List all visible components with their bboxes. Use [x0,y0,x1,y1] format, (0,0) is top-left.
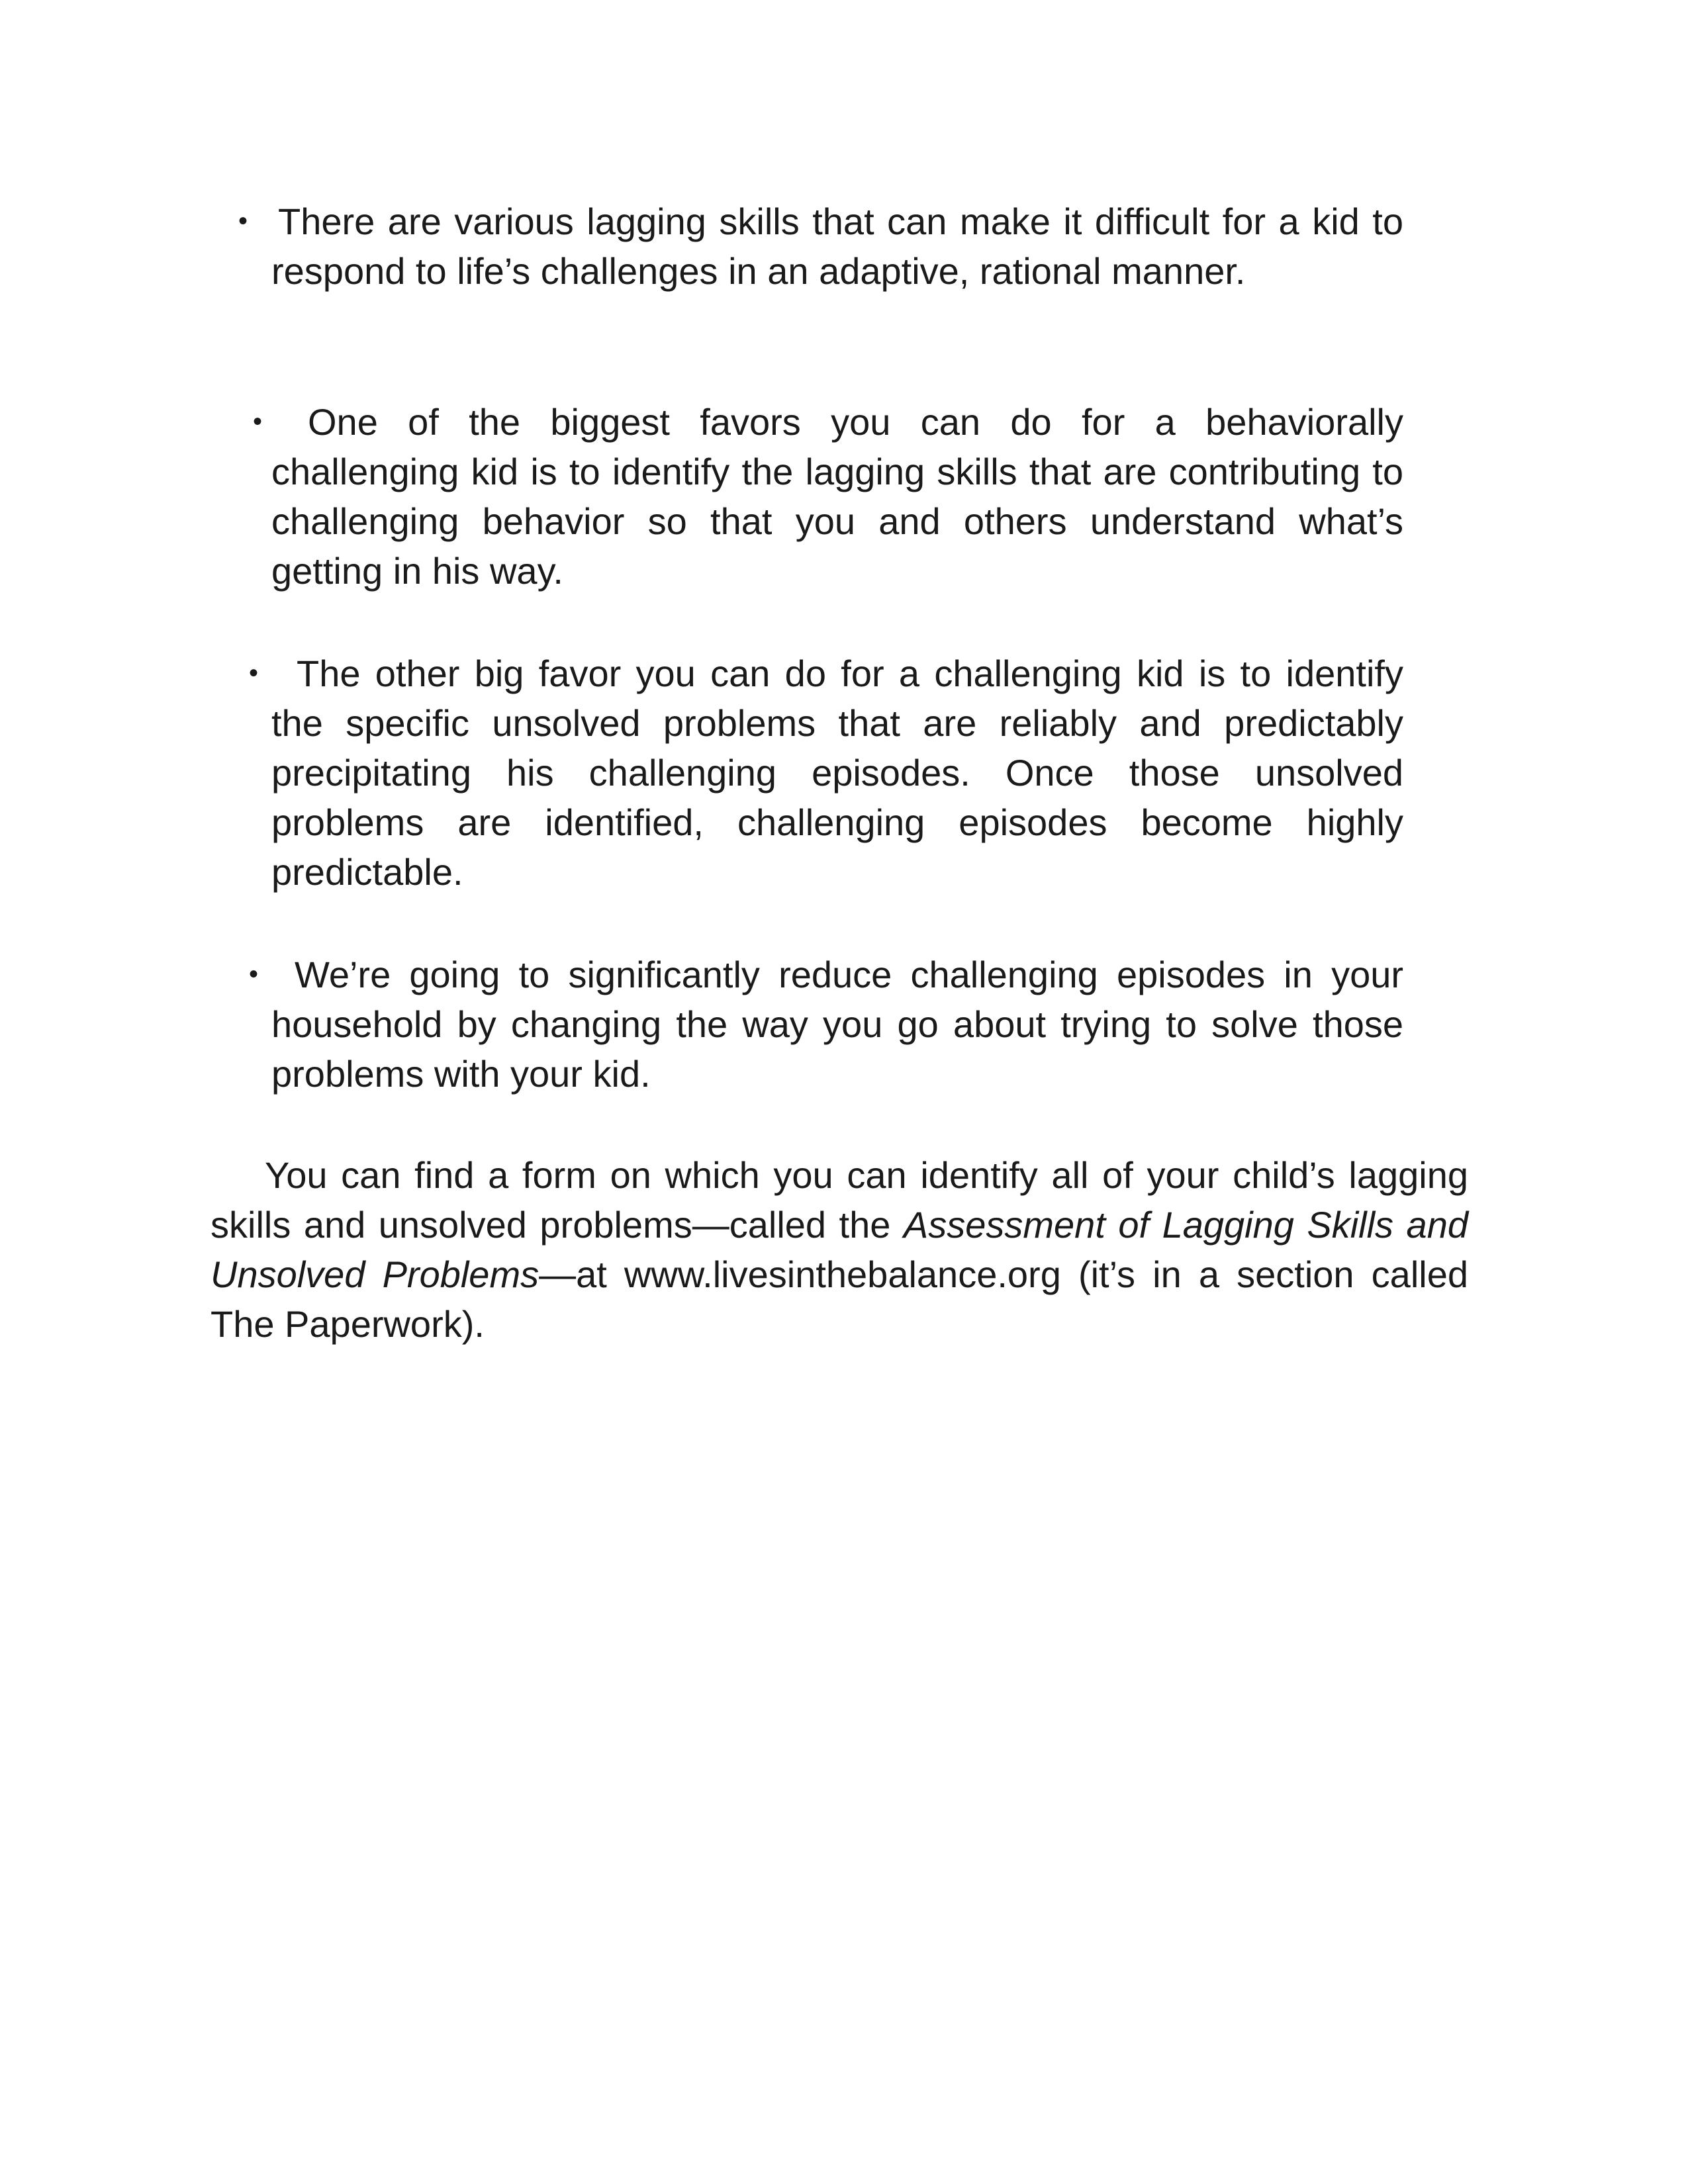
bullet-item-reduce-episodes [249,950,1403,1099]
bullet-item-biggest-favor [253,397,1403,596]
bullet-text: We’re going to significantly reduce challenging episodes in your household by changing the way you go about trying to solve those problems with your kid. [271,954,1403,1095]
assessment-title: Assessment of Lagging Skills and Unsolved Problems [211,1204,1468,1295]
bullet-item-lagging-skills [238,197,1403,296]
bullet-marker: • [238,206,248,236]
bullet-text: One of the biggest favors you can do for a behaviorally challenging kid is to identify the lagging skills that are contributing to challenging behavior so that you and others understand what’s getting in his way. [271,401,1403,592]
bullet-text: There are various lagging skills that can make it difficult for a kid to respond to life’s challenges in an adaptive, rational manner. [271,201,1403,292]
bullet-marker: • [253,407,263,436]
closing-paragraph [211,1150,1468,1349]
bullet-marker: • [249,960,259,989]
closing-paragraph-before: You can find a form on which you can identify all of your child’s lagging skills and unsolved problems—called the [211,1154,1468,1246]
closing-paragraph-after: —at www.livesinthebalance.org (it’s in a section called The Paperwork). [211,1253,1468,1345]
bullet-text: The other big favor you can do for a challenging kid is to identify the specific unsolved problems that are reliably and predictably precipitating his challenging episodes. Once those unsolved problems are identified, challenging episodes become highly predictable. [271,653,1403,893]
bullet-item-other-favor [249,649,1403,897]
bullet-marker: • [249,659,259,688]
